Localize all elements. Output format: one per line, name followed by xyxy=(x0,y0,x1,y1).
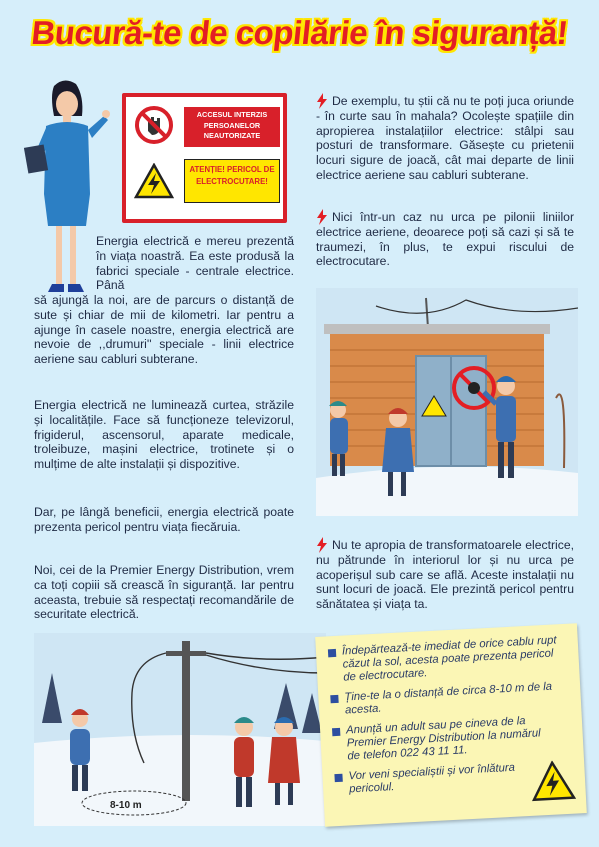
square-bullet-icon xyxy=(334,774,342,782)
square-bullet-icon xyxy=(328,649,336,657)
paragraph-transformers-text: Nu te apropia de transformatoarele electrice, nu pătrunde în interiorul lor și nu urca pe acoperișul sub care se află. Aceste instalații nu sunt locuri de joacă. Ele prezintă pericol pentru sănătatea și viața ta. xyxy=(316,538,574,612)
no-access-text: ACCESUL INTERZIS PERSOANELOR NEAUTORIZATE xyxy=(184,107,280,147)
note-item-text: Anunță un adult sau pe cineva de la Premier Energy Distribution la numărul de telefon 022 43 11 11. xyxy=(345,715,541,763)
paragraph-example-text: De exemplu, tu știi că nu te poți juca oriunde - în curte sau în mahala? Ocolește spațiile din apropierea instalațiilor electrice: stâlpi sau posturi de transformare. Găsește cu prietenii locuri sigure de joacă, cât mai departe de linii electrice aeriene sau cabluri subterane. xyxy=(316,94,574,182)
distance-label: 8-10 m xyxy=(110,800,142,811)
paragraph-pylons xyxy=(316,210,574,269)
warning-sign xyxy=(122,93,287,223)
note-item xyxy=(328,680,571,719)
square-bullet-icon xyxy=(332,728,340,736)
no-entry-hand-icon xyxy=(134,105,174,145)
paragraph-example xyxy=(316,94,574,183)
paragraph-intro-start: Energia electrică e mereu prezentă în viața noastră. Ea este produsă la fabrici speciale - centrale electrice. Până xyxy=(96,234,294,293)
note-item-text: Vor veni specialiștii și vor înlătura pericolul. xyxy=(348,761,516,796)
safety-note xyxy=(315,623,587,826)
electric-hazard-icon xyxy=(134,163,174,199)
paragraph-intro-rest: să ajungă la noi, are de parcurs o distanță de sute și chiar de mii de kilometri. Iar pentru a ajunge în casele noastre, energia electrică are nevoie de ,,drumuri'' speciale - linii electrice aeriene sau cabluri subterane. xyxy=(34,293,294,367)
note-item-text: Ține-te la o distanță de circa 8-10 m de la acesta. xyxy=(344,680,553,717)
broken-cable-scene-illustration xyxy=(34,633,326,826)
paragraph-uses: Energia electrică ne luminează curtea, străzile și localitățile. Face să funcționeze televizorul, frigiderul, ascensorul, aparate medicale, troleibuze, mașini electrice, trotinete și o mulțime de alte instalații și dispozitive. xyxy=(34,398,294,472)
paragraph-company: Noi, cei de la Premier Energy Distribution, vrem ca toți copiii să crească în siguranță. Iar pentru aceasta, trebuie să respectați recomandările de securitate electrică. xyxy=(34,563,294,622)
paragraph-pylons-text: Nici într-un caz nu urca pe pilonii liniilor electrice aeriene, deoarece poți să cazi și să te traumezi, în plus, te expui riscului de electrocutare. xyxy=(316,210,574,269)
paragraph-transformers xyxy=(316,538,574,612)
note-item-text: Îndepărtează-te imediat de orice cablu rupt căzut la sol, acesta poate prezenta pericol de electrocutare. xyxy=(341,634,557,684)
page-title: Bucură-te de copilărie în siguranță! xyxy=(29,14,570,51)
note-item xyxy=(326,634,570,686)
electric-hazard-icon xyxy=(530,760,576,802)
note-item xyxy=(330,713,574,765)
transformer-scene-illustration xyxy=(316,288,578,516)
square-bullet-icon xyxy=(330,695,338,703)
paragraph-danger: Dar, pe lângă beneficii, energia electrică poate prezenta pericol pentru viața fiecăruia. xyxy=(34,505,294,534)
danger-text: ATENȚIE! PERICOL DE ELECTROCUTARE! xyxy=(184,159,280,203)
